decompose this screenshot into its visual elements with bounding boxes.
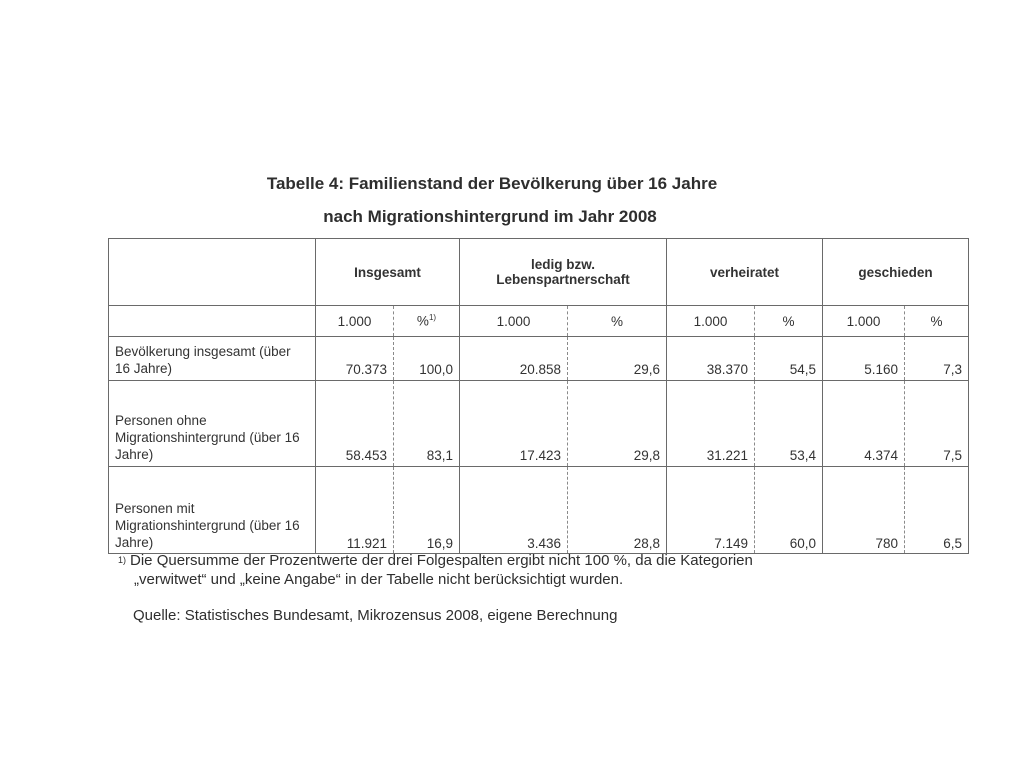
row-label: Personen mit Migrationshintergrund (über 16 Jahre): [109, 467, 316, 554]
group-header-verheiratet: verheiratet: [667, 239, 823, 306]
unit-percent: %: [905, 306, 969, 337]
source-note: Quelle: Statistisches Bundesamt, Mikrozensus 2008, eigene Berechnung: [133, 607, 618, 624]
value-cell: 20.858: [460, 337, 568, 381]
table-row: [109, 381, 969, 467]
table-row: [109, 337, 969, 381]
value-cell: 11.921: [316, 467, 394, 554]
units-row: [109, 306, 969, 337]
value-cell: 100,0: [394, 337, 460, 381]
unit-thousand: 1.000: [460, 306, 568, 337]
footnote-text-line1: Die Quersumme der Prozentwerte der drei Folgespalten ergibt nicht 100 %, da die Kategorien: [130, 552, 753, 569]
table-title-line1: Tabelle 4: Familienstand der Bevölkerung über 16 Jahre: [266, 174, 718, 193]
value-cell: 17.423: [460, 381, 568, 467]
unit-thousand: 1.000: [316, 306, 394, 337]
footnote-line1: [118, 551, 978, 570]
value-cell: 31.221: [667, 381, 755, 467]
value-cell: 29,8: [568, 381, 667, 467]
unit-percent-text: %: [416, 313, 429, 329]
value-cell: 70.373: [316, 337, 394, 381]
value-cell: 5.160: [823, 337, 905, 381]
group-header-insgesamt: Insgesamt: [316, 239, 460, 306]
unit-percent: %: [755, 306, 823, 337]
footnote-mark: 1): [118, 555, 127, 565]
value-cell: 7,5: [905, 381, 969, 467]
value-cell: 16,9: [394, 467, 460, 554]
unit-thousand: 1.000: [667, 306, 755, 337]
value-cell: 28,8: [568, 467, 667, 554]
value-cell: 38.370: [667, 337, 755, 381]
table-row: [109, 467, 969, 554]
footnote-text-line2: „verwitwet“ und „keine Angabe“ in der Tabelle nicht berücksichtigt wurden.: [134, 571, 624, 588]
group-header-ledig: ledig bzw. Lebenspartnerschaft: [460, 239, 667, 306]
value-cell: 83,1: [394, 381, 460, 467]
unit-thousand: 1.000: [823, 306, 905, 337]
family-status-table: [108, 238, 969, 554]
value-cell: 7.149: [667, 467, 755, 554]
value-cell: 6,5: [905, 467, 969, 554]
empty-corner-cell: [109, 239, 316, 306]
value-cell: 53,4: [755, 381, 823, 467]
value-cell: 3.436: [460, 467, 568, 554]
group-header-row: [109, 239, 969, 306]
unit-footnote-mark: 1): [428, 313, 437, 323]
group-header-geschieden: geschieden: [823, 239, 969, 306]
value-cell: 780: [823, 467, 905, 554]
value-cell: 29,6: [568, 337, 667, 381]
value-cell: 7,3: [905, 337, 969, 381]
row-label: Bevölkerung insgesamt (über 16 Jahre): [109, 337, 316, 381]
unit-percent: %: [568, 306, 667, 337]
table-title-line2: nach Migrationshintergrund im Jahr 2008: [323, 207, 657, 226]
row-label: Personen ohne Migrationshintergrund (über 16 Jahre): [109, 381, 316, 467]
value-cell: 54,5: [755, 337, 823, 381]
unit-percent: [394, 306, 460, 337]
empty-units-label-cell: [109, 306, 316, 337]
value-cell: 60,0: [755, 467, 823, 554]
value-cell: 58.453: [316, 381, 394, 467]
footnote: [118, 551, 978, 589]
value-cell: 4.374: [823, 381, 905, 467]
